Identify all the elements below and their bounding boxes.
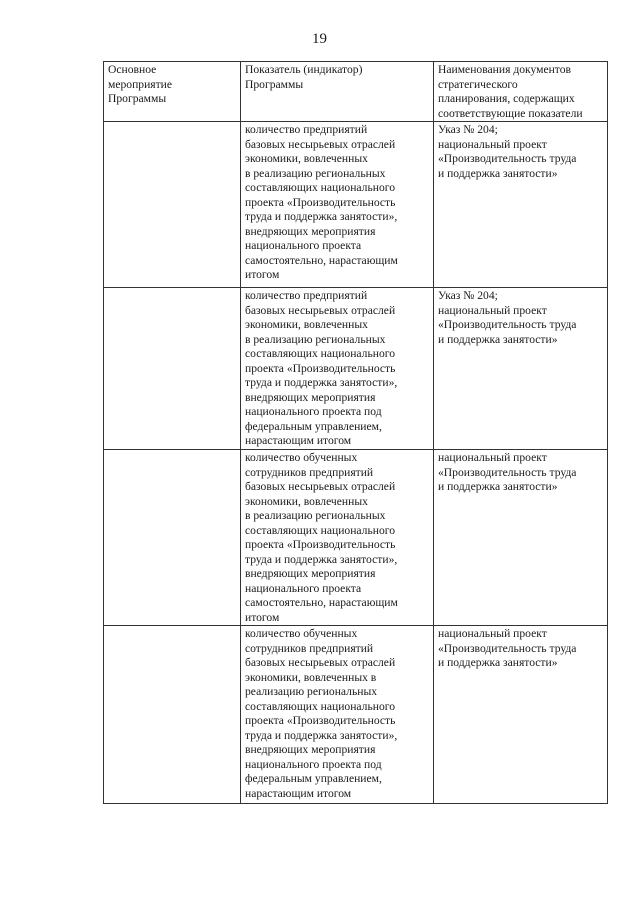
table-row [104,122,608,288]
indicator-cell: количество предприятий базовых несырьевых отраслей экономики, вовлеченных в реализацию региональных составляющих национального проекта «Производительность труда и поддержка занятости», внедряющих мероприятия национального проекта под федеральным управлением, нарастающим итогом [241,288,434,450]
page-number: 19 [312,31,327,47]
table-header-row [104,62,608,122]
header-documents: Наименования документов стратегического планирования, содержащих соответствующие показатели [434,62,608,122]
documents-cell: национальный проект «Производительность труда и поддержка занятости» [434,626,608,804]
header-indicator: Показатель (индикатор) Программы [241,62,434,122]
activity-cell [104,122,241,288]
activity-cell [104,288,241,450]
indicator-cell: количество обученных сотрудников предприятий базовых несырьевых отраслей экономики, вовлеченных в реализацию региональных составляющих национального проекта «Производительность труда и поддержка занятости», внедряющих мероприятия национального проекта под федеральным управлением, нарастающим итогом [241,626,434,804]
activity-cell [104,626,241,804]
table-row [104,626,608,804]
indicators-table [103,61,608,804]
indicator-cell: количество обученных сотрудников предприятий базовых несырьевых отраслей экономики, вовлеченных в реализацию региональных составляющих национального проекта «Производительность труда и поддержка занятости», внедряющих мероприятия национального проекта самостоятельно, нарастающим итогом [241,450,434,626]
documents-cell: Указ № 204; национальный проект «Производительность труда и поддержка занятости» [434,122,608,288]
header-activity: Основное мероприятие Программы [104,62,241,122]
table-row [104,450,608,626]
documents-cell: национальный проект «Производительность труда и поддержка занятости» [434,450,608,626]
table-row [104,288,608,450]
activity-cell [104,450,241,626]
indicator-cell: количество предприятий базовых несырьевых отраслей экономики, вовлеченных в реализацию региональных составляющих национального проекта «Производительность труда и поддержка занятости», внедряющих мероприятия национального проекта самостоятельно, нарастающим итогом [241,122,434,288]
documents-cell: Указ № 204; национальный проект «Производительность труда и поддержка занятости» [434,288,608,450]
